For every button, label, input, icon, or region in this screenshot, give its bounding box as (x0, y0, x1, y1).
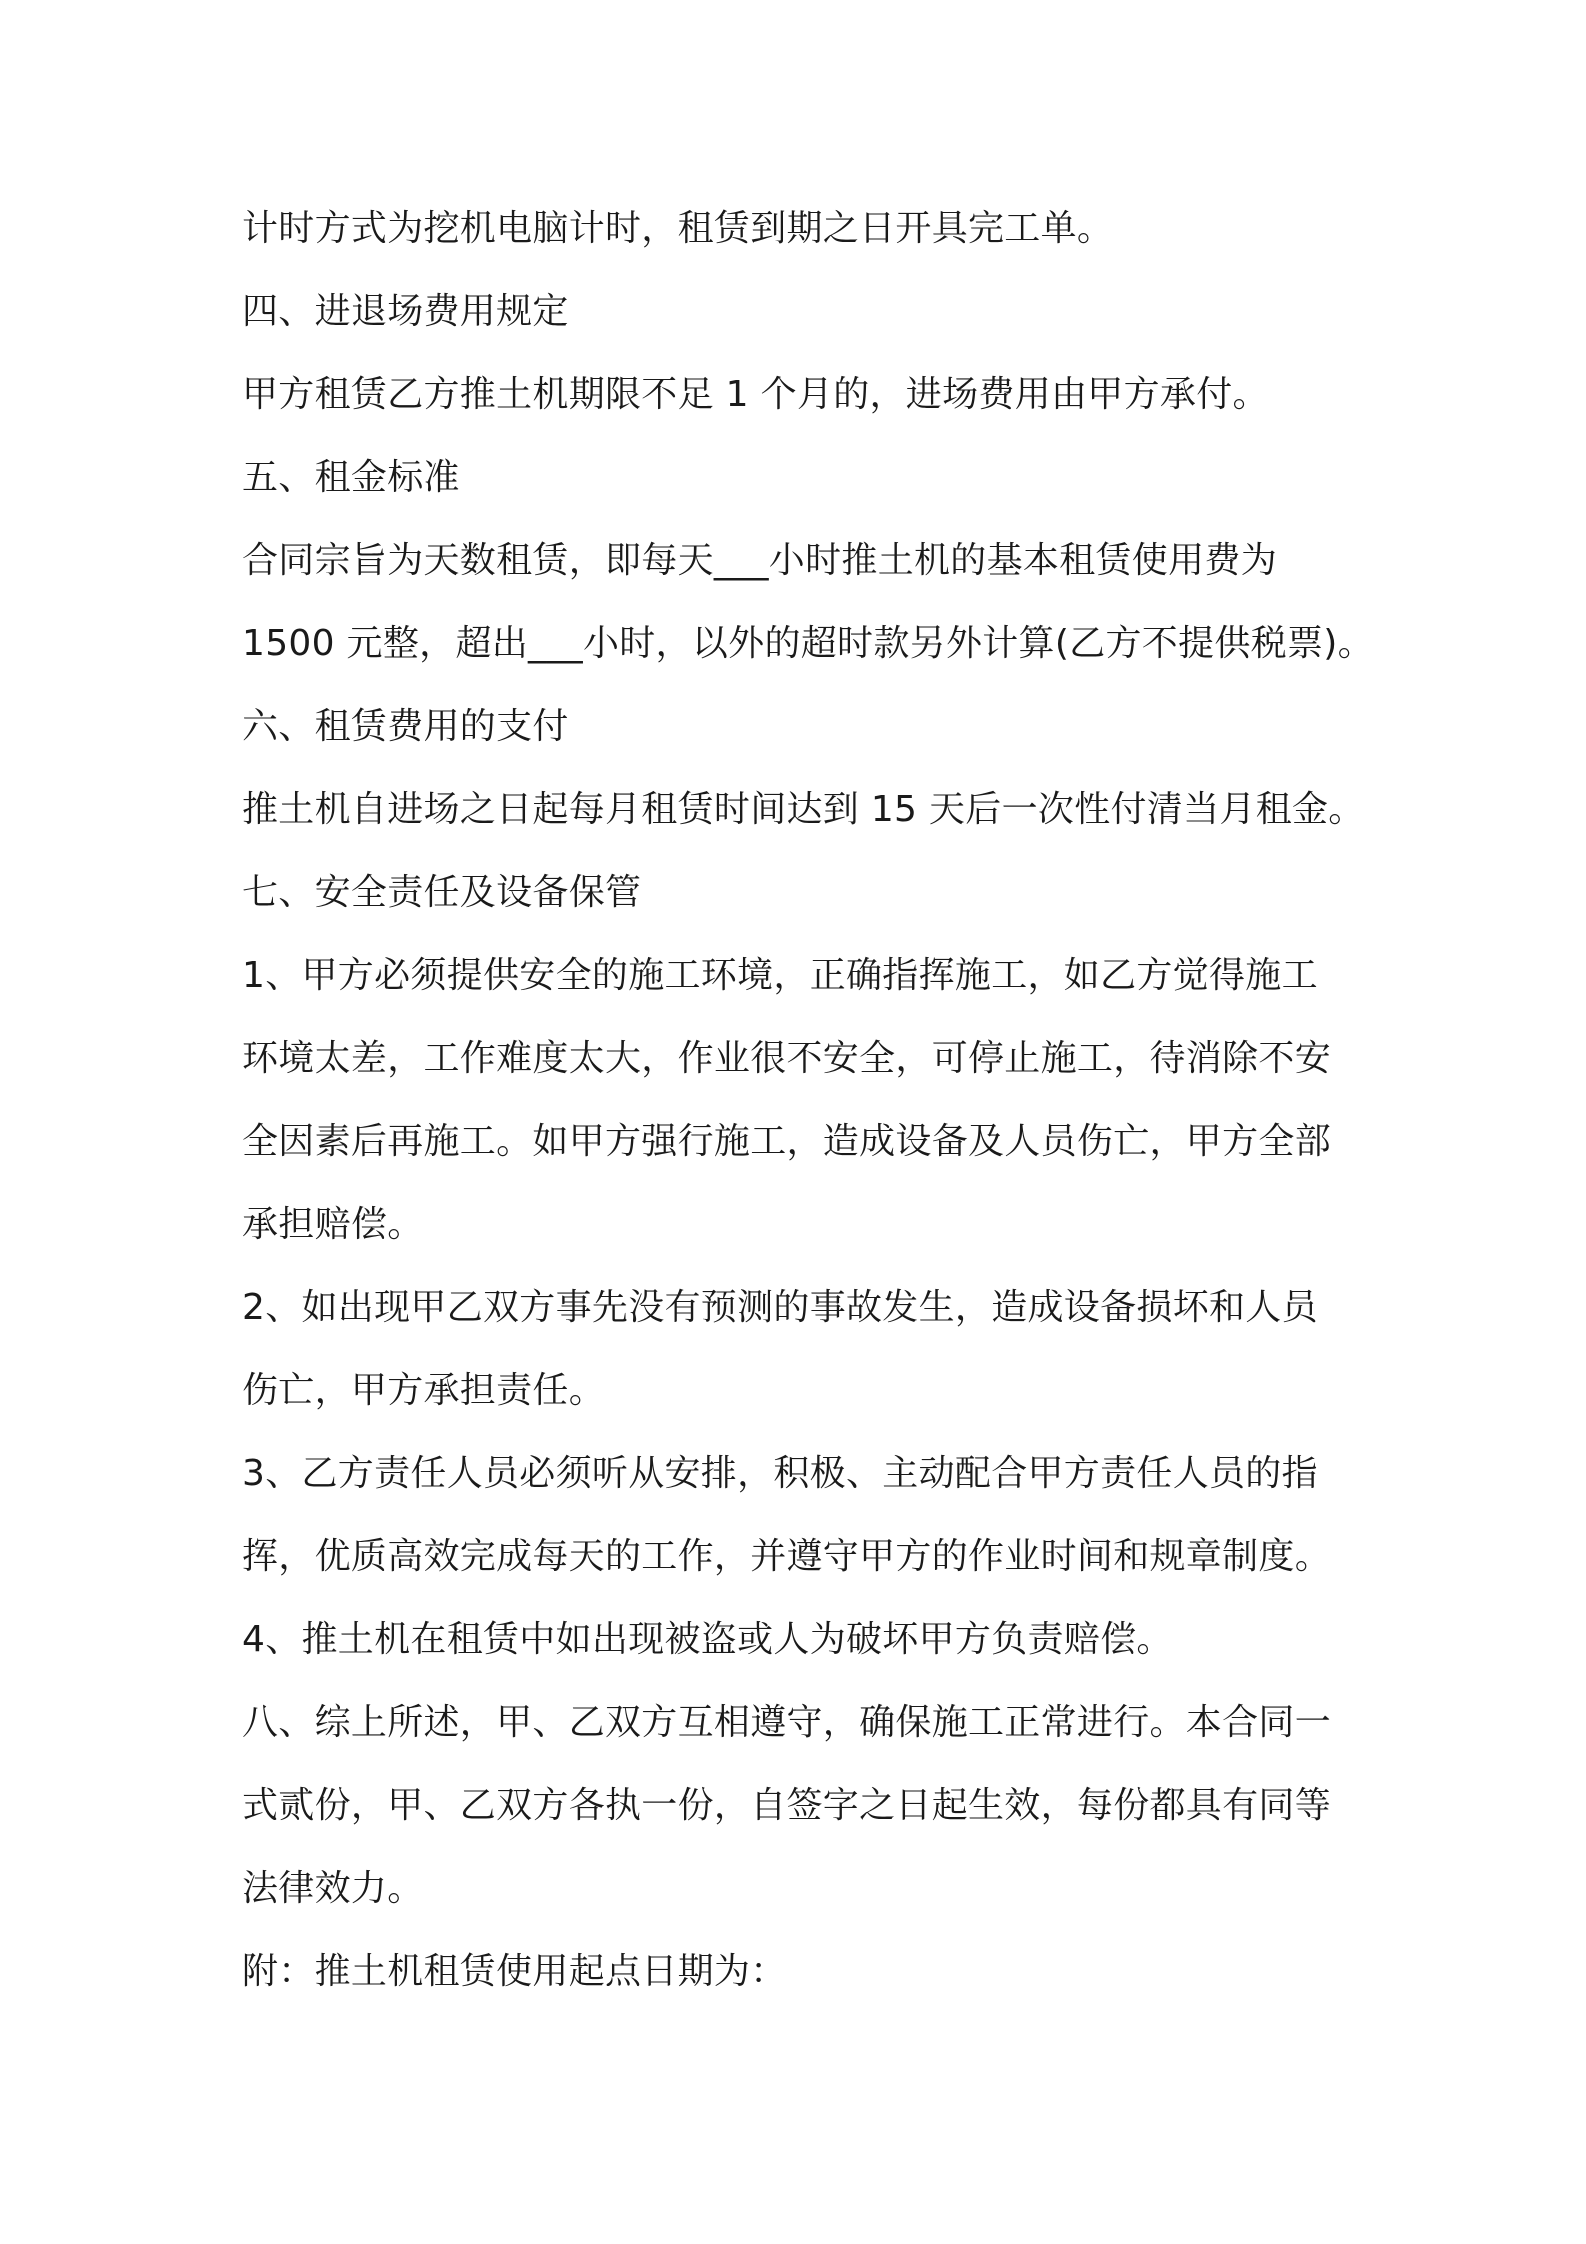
text-line-entry-fee: 甲方租赁乙方推土机期限不足 1 个月的，进场费用由甲方承付。 (242, 374, 1269, 415)
section-heading-entry-exit-fees: 四、进退场费用规定 (242, 291, 569, 332)
text-line-conclusion-1: 八、综上所述，甲、乙双方互相遵守，确保施工正常进行。本合同一 (242, 1702, 1332, 1743)
text-line-safety-2a: 2、如出现甲乙双方事先没有预测的事故发生，造成设备损坏和人员 (242, 1287, 1318, 1328)
text-line-payment: 推土机自进场之日起每月租赁时间达到 15 天后一次性付清当月租金。 (242, 789, 1365, 830)
text-line-conclusion-2: 式贰份，甲、乙双方各执一份，自签字之日起生效，每份都具有同等 (242, 1785, 1332, 1826)
text-line-safety-4: 4、推土机在租赁中如出现被盗或人为破坏甲方负责赔偿。 (242, 1619, 1173, 1660)
text-line-timing-method: 计时方式为挖机电脑计时，租赁到期之日开具完工单。 (242, 208, 1114, 249)
text-line-safety-1a: 1、甲方必须提供安全的施工环境，正确指挥施工，如乙方觉得施工 (242, 955, 1318, 996)
section-heading-safety: 七、安全责任及设备保管 (242, 872, 642, 913)
text-line-rent-standard-2: 1500 元整，超出___小时，以外的超时款另外计算(乙方不提供税票)。 (242, 623, 1374, 664)
text-line-conclusion-3: 法律效力。 (242, 1868, 424, 1909)
text-line-safety-1d: 承担赔偿。 (242, 1204, 424, 1245)
text-line-safety-3a: 3、乙方责任人员必须听从安排，积极、主动配合甲方责任人员的指 (242, 1453, 1318, 1494)
text-line-safety-2b: 伤亡，甲方承担责任。 (242, 1370, 606, 1411)
text-line-safety-1b: 环境太差，工作难度太大，作业很不安全，可停止施工，待消除不安 (242, 1038, 1332, 1079)
section-heading-payment: 六、租赁费用的支付 (242, 706, 569, 747)
text-line-safety-3b: 挥，优质高效完成每天的工作，并遵守甲方的作业时间和规章制度。 (242, 1536, 1332, 1577)
text-line-rent-standard-1: 合同宗旨为天数租赁，即每天___小时推土机的基本租赁使用费为 (242, 540, 1277, 581)
section-heading-rent-standard: 五、租金标准 (242, 457, 460, 498)
text-line-appendix-start-date: 附：推土机租赁使用起点日期为： (242, 1951, 787, 1992)
text-line-safety-1c: 全因素后再施工。如甲方强行施工，造成设备及人员伤亡，甲方全部 (242, 1121, 1332, 1162)
